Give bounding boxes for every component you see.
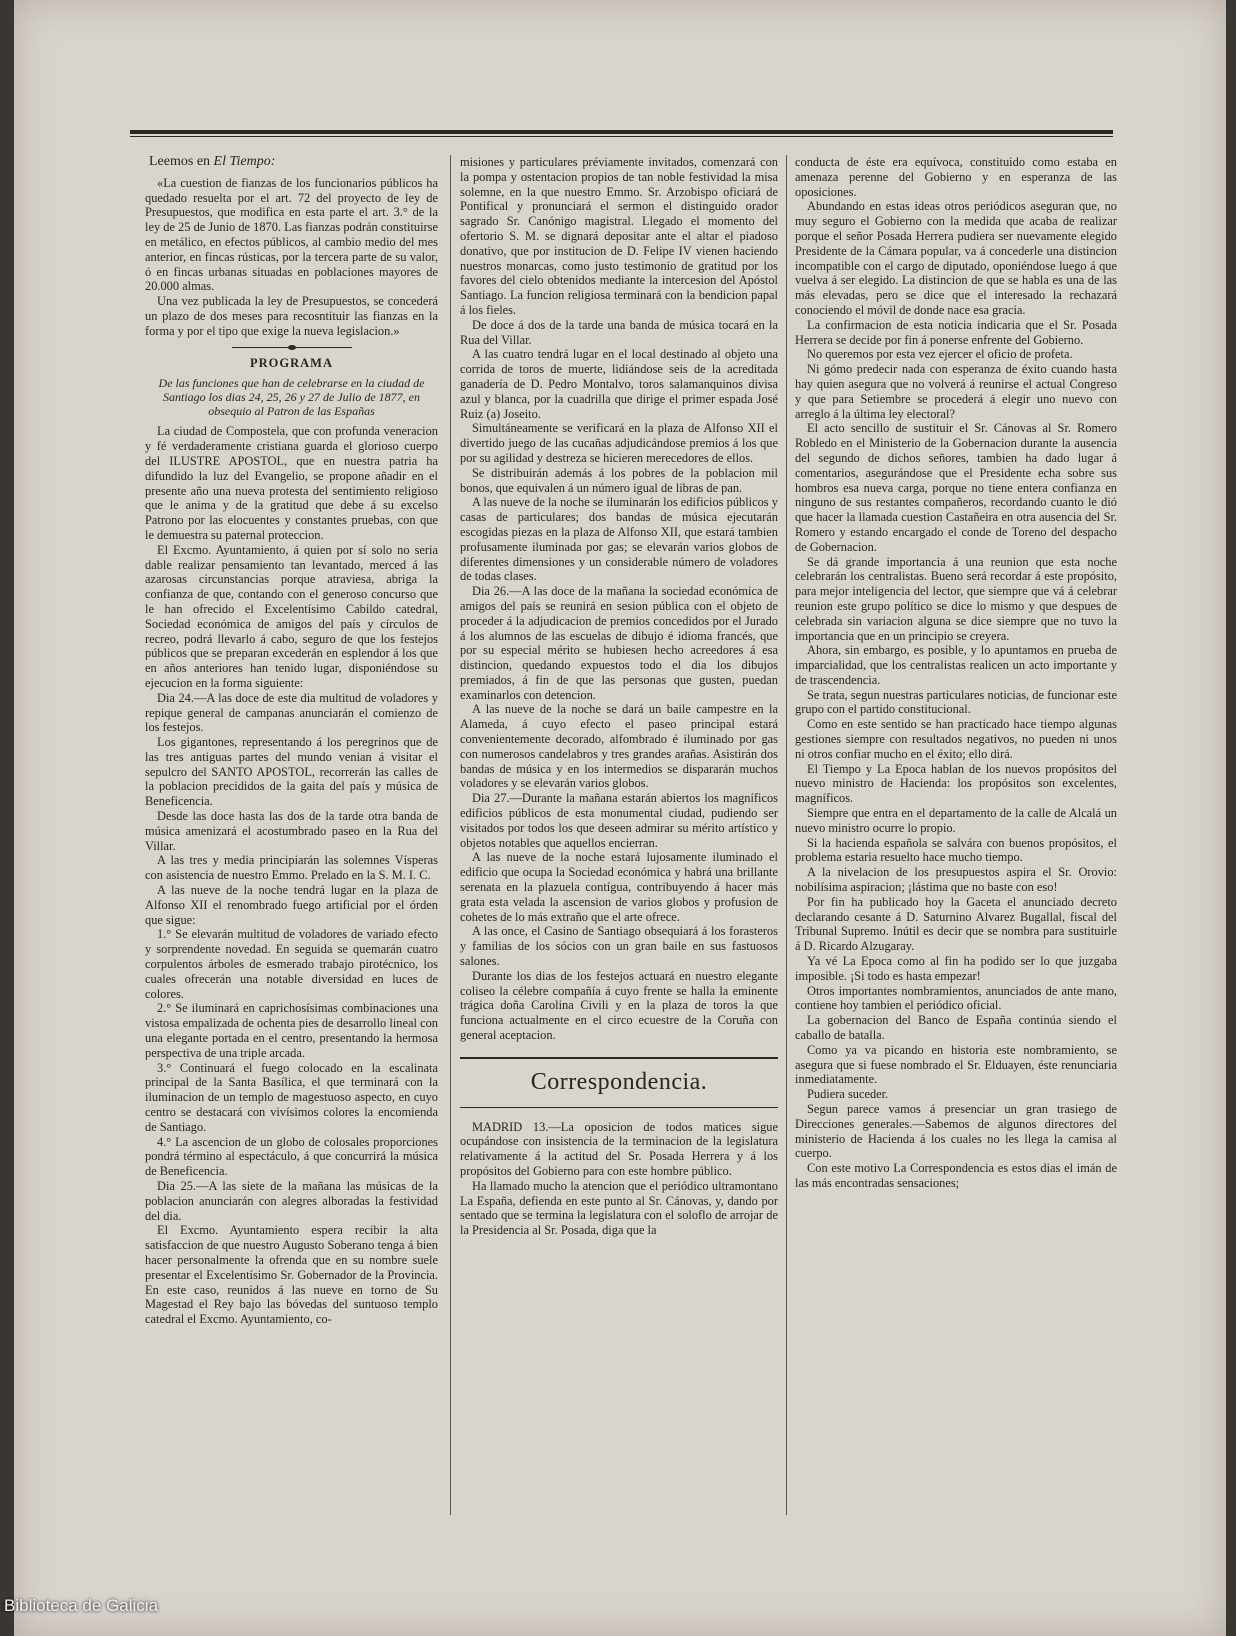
article-paragraph: A las nueve de la noche estará lujosamente iluminado el edificio que ocupa la Sociedad económica y habrá una brillante serenata en la plazuela contígua, contribuyendo á hacer más grata esta velada la ascension de varios globos y profusion de cohetes de lo más extraño que el arte ofrece. [460, 850, 778, 924]
article-paragraph: Por fin ha publicado hoy la Gaceta el anunciado decreto declarando cesante á D. Saturnino Alvarez Bugallal, fiscal del Tribunal Supremo. Inútil es decir que se nombra para sustituirle á D. Ricardo Alzugaray. [795, 894, 1117, 954]
programa-title: PROGRAMA [250, 355, 333, 370]
article-paragraph: Pudiera suceder. [807, 1087, 889, 1102]
article-paragraph: Los gigantones, representando á los peregrinos que de las tres antiguas partes del mundo venian á visitar el sepulcro del SANTO APOSTOL, recorrerán las calles de la poblacion precididos de la gaita del país y música de Beneficencia. [145, 735, 438, 809]
article-paragraph: A las tres y media principiarán las solemnes Vísperas con asistencia de nuestro Emmo. Prelado en la S. M. I. C. [145, 853, 438, 883]
article-paragraph: Como en este sentido se han practicado hace tiempo algunas gestiones siempre con resultados negativos, no pueden ni unos ni otros confiar mucho en el éxito; ello dirá. [795, 717, 1117, 761]
article-paragraph: El Tiempo y La Epoca hablan de los nuevos propósitos del nuevo ministro de Hacienda: los propósitos son excelentes, magníficos. [795, 761, 1117, 806]
article-paragraph: A la nivelacion de los presupuestos aspira el Sr. Orovio: nobilísima aspiracion; ¡lástima que no baste con eso! [795, 865, 1117, 895]
article-paragraph: Se dá grande importancia á una reunion que esta noche celebrarán los centralistas. Bueno será recordar á este propósito, para mejor inteligencia del lector, que siempre que vá á celebrar reunion este grupo político se dice lo mismo y que despues de celebrada sin variacion alguna se dice siempre que no tuvo la importancia que en un principio se creyera. [795, 554, 1117, 643]
correspondencia-header [460, 1057, 778, 1108]
article-paragraph: A las once, el Casino de Santiago obsequiará á los forasteros y familias de los sócios con un gran baile en sus fastuosos salones. [460, 924, 778, 969]
article-paragraph: A las cuatro tendrá lugar en el local destinado al objeto una corrida de toros de muerte, lidiándose seis de la acreditada ganadería de D. Pedro Montalvo, toros salamanquinos divisa azul y blanca, por la cuadrilla que dirige el primer espada José Ruiz (a) Joseito. [460, 347, 778, 421]
article-paragraph: Dia 26.—A las doce de la mañana la sociedad económica de amigos del país se reunirá en sesion pública con el objeto de proceder á la adjudicacion de premios concedidos por el Jurado á los alumnos de las escuelas de dibujo é idioma francés, que por su especial mérito se hubiesen hecho acreedores á esa distincion, quedando expuestos todo el dia los dibujos premiados, á fin de que las personas que gusten, puedan examinarlos con detencion. [460, 584, 778, 702]
lead-line: Leemos en El Tiempo: [149, 155, 276, 169]
ornament-divider [232, 347, 352, 348]
article-paragraph: Se trata, segun nuestras particulares noticias, de funcionar este grupo con el partido constitucional. [795, 687, 1117, 717]
article-paragraph: conducta de éste era equívoca, constituido como estaba en amenaza perenne del Gobierno y en esperanza de las oposiciones. [795, 155, 1117, 199]
article-paragraph: misiones y particulares préviamente invitados, comenzará con la pompa y ostentacion propios de tan noble festividad la misa solemne, en la que nuestro Emmo. Sr. Arzobispo oficiará de Pontifical y pronunciará el sermon el distinguido orador sagrado Sr. Canónigo magistral. Llegado el momento del ofertorio S. M. se dignará depositar ante el altar el piadoso donativo, que por institucion de D. Felipe IV vienen haciendo nuestros monarcas, como justo testimonio de gratitud por los favores del cielo obtenidos mediante la intercesion del Apóstol Santiago. La funcion religiosa terminará con la bendicion papal á los fieles. [460, 155, 778, 317]
article-paragraph: Dia 24.—A las doce de este dia multitud de voladores y repique general de campanas anunciarán el comienzo de los festejos. [145, 690, 438, 735]
article-paragraph: Desde las doce hasta las dos de la tarde otra banda de música amenizará el acostumbrado paseo en la Rua del Villar. [145, 809, 438, 853]
article-paragraph: MADRID 13.—La oposicion de todos matices sigue ocupándose con insistencia de la terminacion de la legislatura relativamente á la actitud del Sr. Posada Herrera y á los propósitos del Gobierno para con este hombre público. [460, 1119, 778, 1178]
article-paragraph: Dia 27.—Durante la mañana estarán abiertos los magníficos edificios públicos de esta monumental ciudad, pudiendo ser visitados por todos los que deseen admirar su mérito artístico y objetos notables que aquellos encierran. [460, 791, 778, 850]
article-paragraph: Ni gómo predecir nada con esperanza de éxito cuando hasta hay quien asegura que no volverá á reunirse el actual Congreso y que para Setiembre se procederá á elegir uno nuevo con arreglo á la última ley electoral? [795, 362, 1117, 421]
correspondencia-title: Correspondencia. [530, 1068, 708, 1095]
article-paragraph: Ahora, sin embargo, es posible, y lo apuntamos en prueba de imparcialidad, que los centralistas realicen un acto importante y de trascendencia. [795, 643, 1117, 687]
column-divider [786, 155, 787, 1515]
article-paragraph: Abundando en estas ideas otros periódicos aseguran que, no muy seguro el Gobierno con la medida que acaba de realizar porque el señor Posada Herrera pudiera ser nuevamente elegido Presidente de la Cámara popular, va á concederle una distincion incompatible con el cargo de diputado, oponiéndose luego á que vuelva á ser elegido. La distincion de que se habla es una de las más elevadas, pero se dice que el interesado la rechazará conociendo el móvil de donde nace esa gracia. [795, 199, 1117, 317]
article-paragraph: Segun parece vamos á presenciar un gran trasiego de Direcciones generales.—Sabemos de algunos directores del ministerio de Hacienda á los cuales no les llega la camisa al cuerpo. [795, 1102, 1117, 1161]
article-paragraph: El Excmo. Ayuntamiento, á quien por sí solo no seria dable realizar pensamiento tan levantado, merced á las azarosas circunstancias porque atraviesa, abriga la confianza de que, contando con el generoso concurso que le han ofrecido el Excelentísimo Cabildo catedral, Sociedad económica de amigos del país y círculos de recreo, podrá llevarlo á cabo, seguro de que los festejos públicos que se preparan excederán en esplendor á los que en años anteriores han tenido lugar, disponiéndose su ejecucion en la forma siguiente: [145, 542, 438, 690]
quote-paragraph: «La cuestion de fianzas de los funcionarios públicos ha quedado resuelta por el art. 72 del proyecto de ley de Presupuestos, que modifica en esta parte el art. 3.° de la ley de 25 de Junio de 1870. Las fianzas podrán constituirse en metálico, en efectos públicos, al cambio medio del mes anterior, en fincas rústicas, por la tercera parte de su valor, ó en fincas urbanas situadas en poblaciones mayores de 20.000 almas. [145, 175, 438, 294]
article-paragraph: La ciudad de Compostela, que con profunda veneracion y fé verdaderamente cristiana guarda el glorioso cuerpo del ILUSTRE APOSTOL, que en nuestra patria ha difundido la luz del Evangelio, se propone añadir en el presente año una nueva protesta del sentimiento religioso que le anima y de la gratitud que debe á su excelso Patrono por las elocuentes y constantes pruebas, con que le demuestra su paternal proteccion. [145, 424, 438, 542]
article-paragraph: Otros importantes nombramientos, anunciados de ante mano, contiene hoy tambien el periódico oficial. [795, 983, 1117, 1013]
article-paragraph: Ha llamado mucho la atencion que el periódico ultramontano La España, defienda en este punto al Sr. Cánovas, y, dando por sentado que se termina la legislatura con el soloflo de arrojar de la Presidencia al Sr. Posada, diga que la [460, 1178, 778, 1238]
quote-paragraph: Una vez publicada la ley de Presupuestos, se concederá un plazo de dos meses para recosntituir las fianzas en la forma y por el tipo que exige la nueva legislacion.» [145, 294, 438, 338]
article-paragraph: Siempre que entra en el departamento de la calle de Alcalá un nuevo ministro ocurre lo propio. [795, 806, 1117, 835]
article-paragraph: Se distribuirán además á los pobres de la poblacion mil bonos, que equivalen á un número igual de libras de pan. [460, 465, 778, 495]
article-paragraph: La gobernacion del Banco de España continúa siendo el caballo de batalla. [795, 1013, 1117, 1043]
article-paragraph: 2.° Se iluminará en caprichosísimas combinaciones una vistosa empalizada de ochenta pies de desarrollo lineal con una elegante portada en el centro, presentando la hermosa perspectiva de una triple arcada. [145, 1001, 438, 1060]
article-paragraph: A las nueve de la noche tendrá lugar en la plaza de Alfonso XII el renombrado fuego artificial por el órden que sigue: [145, 883, 438, 927]
column-3 [795, 155, 1117, 1525]
header-rule [130, 130, 1113, 134]
article-paragraph: La confirmacion de esta noticia indicaria que el Sr. Posada Herrera se decide por fin á ponerse enfrente del Gobierno. [795, 317, 1117, 347]
article-paragraph: Durante los dias de los festejos actuará en nuestro elegante coliseo la célebre compañía á cuyo frente se halla la eminente trágica doña Carolina Civili y en la plaza de toros la que funciona actualmente en el circo ecuestre de la Coruña con general aceptacion. [460, 968, 778, 1043]
article-paragraph: 3.° Continuará el fuego colocado en la escalinata principal de la Santa Basílica, el que terminará con la iluminacion de un templo de magestuoso aspecto, en cuyo centro se destacará con vivísimos colores la encomienda de Santiago. [145, 1060, 438, 1134]
article-paragraph: Si la hacienda española se salvára con buenos propósitos, el problema estaria resuelto hace mucho tiempo. [795, 835, 1117, 865]
article-paragraph: A las nueve de la noche se iluminarán los edificios públicos y casas de particulares; dos bandas de música ejecutarán escogidas piezas en la plaza de Alfonso XII, que estará tambien profusamente iluminada por gas; se elevarán varios globos de diferentes dimensiones y un considerable número de voladores de todas clases. [460, 495, 778, 584]
programa-subtitle: De las funciones que han de celebrarse en la ciudad de Santiago los dias 24, 25, 26 y 27 de Julio de 1877, en obsequio al Patron de las Españas [158, 376, 425, 419]
article-paragraph: Con este motivo La Correspondencia es estos dias el imán de las más encontradas sensaciones; [795, 1161, 1117, 1190]
library-credit-watermark: Biblioteca de Galicia [4, 1596, 159, 1615]
article-paragraph: El Excmo. Ayuntamiento espera recibir la alta satisfaccion de que nuestro Augusto Soberano tenga á bien hacer personalmente la ofrenda que en su nombre suele presentar el Excelentísimo Sr. Gobernador de la Provincia. En este caso, reunidos á las nueve en torno de Su Magestad el Rey bajo las bóvedas del suntuoso templo catedral el Excmo. Ayuntamiento, co- [145, 1223, 438, 1327]
article-paragraph: A las nueve de la noche se dará un baile campestre en la Alameda, á cuyo efecto el paseo principal estará convenientemente decorado, alfombrado é iluminado por gas con numerosos candelabros y tres grandes arañas. Asistirán dos bandas de música y en los intermedios se dispararán muchos voladores y se elevarán varios globos. [460, 702, 778, 791]
header-rule-thin [130, 136, 1113, 137]
column-divider [450, 155, 451, 1515]
article-paragraph: 1.° Se elevarán multitud de voladores de variado efecto y sorprendente novedad. En seguida se quemarán cuatro corpulentos árboles de esmerado trabajo pirotécnico, los cuales ofrecerán una notable diversidad en luces de colores. [145, 927, 438, 1001]
article-paragraph: Ya vé La Epoca como al fin ha podido ser lo que juzgaba imposible. ¡Si todo es hasta empezar! [795, 954, 1117, 983]
article-paragraph: No queremos por esta vez ejercer el oficio de profeta. [807, 347, 1073, 362]
article-paragraph: 4.° La ascencion de un globo de colosales proporciones pondrá término al espectáculo, á que concurrirá la música de Beneficencia. [145, 1134, 438, 1179]
article-paragraph: De doce á dos de la tarde una banda de música tocará en la Rua del Villar. [460, 317, 778, 347]
article-paragraph: Como ya va picando en historia este nombramiento, se asegura que si fuese nombrado el Sr. Elduayen, éste renunciaria inmediatamente. [795, 1042, 1117, 1087]
lead-source: El Tiempo: [213, 155, 276, 169]
article-paragraph: El acto sencillo de sustituir el Sr. Cánovas al Sr. Romero Robledo en el Ministerio de la Gobernacion durante la ausencia del segundo de dichos señores, tambien ha dado lugar á comentarios, asegurándose que el Presidente echa sobre sus hombros esa nueva carga, porque no tiene entera confianza en ninguno de sus restantes compañeros, recordando cuanto le dió que hacer la llamada cuestion Castañeira en otra ausencia del Sr. Romero y estando encargado el conde de Toreno del despacho de Gobernacion. [795, 421, 1117, 554]
article-paragraph: Simultáneamente se verificará en la plaza de Alfonso XII el divertido juego de las cucañas adjudicándose premios á los que por su agilidad y destreza se hicieren merecedores de ellos. [460, 421, 778, 465]
column-2 [460, 155, 778, 1525]
article-paragraph: Dia 25.—A las siete de la mañana las músicas de la poblacion anunciarán con alegres alboradas la festividad del dia. [145, 1179, 438, 1223]
column-1 [145, 155, 438, 1525]
